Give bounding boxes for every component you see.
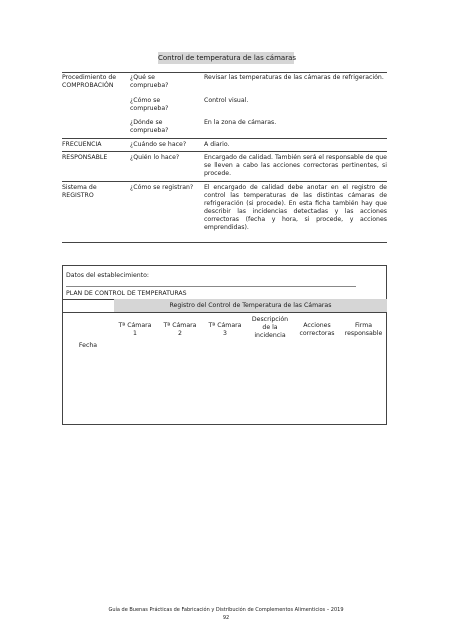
- registry-question: ¿Cómo se registran?: [130, 184, 194, 191]
- col-cam3: [203, 322, 247, 338]
- page-title: Control de temperatura de las cámaras: [158, 54, 297, 62]
- procedure-label: [62, 74, 128, 90]
- procedure-answer-how: Control visual.: [204, 97, 249, 104]
- procedure-answer-where: En la zona de cámaras.: [204, 119, 277, 126]
- frequency-answer: A diario.: [204, 141, 230, 148]
- registry-label-line2: REGISTRO: [62, 192, 94, 199]
- responsible-label: RESPONSABLE: [62, 154, 108, 161]
- divider: [62, 151, 387, 152]
- register-title: Registro del Control de Temperatura de las Cámaras: [114, 299, 387, 312]
- col-firma-line2: responsable: [344, 330, 383, 337]
- col-cam2-line1: Tª Cámara: [163, 322, 197, 329]
- col-cam1-line1: Tª Cámara: [118, 322, 152, 329]
- frequency-question: ¿Cuándo se hace?: [130, 141, 187, 148]
- divider: [62, 181, 387, 182]
- frequency-label: FRECUENCIA: [62, 141, 102, 148]
- procedure-question-where: ¿Dónde se comprueba?: [130, 119, 169, 134]
- divider: [62, 72, 387, 73]
- col-cam2-line2: 2: [178, 330, 182, 337]
- col-fecha: Fecha: [78, 342, 98, 349]
- establishment-label: Datos del establecimiento:: [66, 272, 149, 279]
- footer-text: Guía de Buenas Prácticas de Fabricación y Distribución de Complementos Alimenticios – 2019: [108, 607, 344, 613]
- responsible-question: ¿Quién lo hace?: [130, 154, 180, 161]
- col-cam1: [113, 322, 157, 338]
- procedure-answer-what: Revisar las temperaturas de las cámaras de refrigeración.: [204, 74, 384, 81]
- col-descripcion-line3: incidencia: [254, 332, 286, 339]
- divider: [62, 242, 387, 243]
- col-cam1-line2: 1: [133, 330, 137, 337]
- col-descripcion: [247, 316, 293, 340]
- divider: [63, 312, 387, 313]
- divider: [62, 138, 387, 139]
- col-acciones-line1: Acciones: [303, 322, 331, 329]
- col-cam2: [158, 322, 202, 338]
- col-descripcion-line2: de la: [262, 324, 278, 331]
- procedure-question-how: ¿Cómo se comprueba?: [130, 97, 169, 112]
- procedure-question-what: ¿Qué se comprueba?: [130, 74, 169, 89]
- col-acciones: [294, 322, 340, 338]
- plan-label: PLAN DE CONTROL DE TEMPERATURAS: [66, 290, 187, 297]
- procedure-label-line1: Procedimiento de: [62, 74, 117, 81]
- registry-label: [62, 184, 128, 200]
- col-firma-line1: Firma: [354, 322, 373, 329]
- col-cam3-line2: 3: [223, 330, 227, 337]
- establishment-line: [66, 286, 356, 287]
- registration-form: [62, 265, 387, 425]
- procedure-label-line2: COMPROBACIÓN: [62, 82, 114, 89]
- col-cam3-line1: Tª Cámara: [208, 322, 242, 329]
- col-descripcion-line1: Descripción: [251, 316, 289, 323]
- page-number: 92: [222, 615, 230, 621]
- col-firma: [340, 322, 387, 338]
- responsible-answer: Encargado de calidad. También será el responsable de que se lleven a cabo las acciones correctoras pertinentes, si procede.: [204, 154, 387, 177]
- registry-label-line1: Sistema de: [62, 184, 97, 191]
- registry-answer: El encargado de calidad debe anotar en el registro de control las temperaturas de las distintas cámaras de refrigeración (si procede). En esta ficha también hay que describir las incidencias detectadas y las acciones correctoras (fecha y hora, si procede, y acciones emprendidas).: [204, 184, 387, 231]
- col-acciones-line2: correctoras: [299, 330, 335, 337]
